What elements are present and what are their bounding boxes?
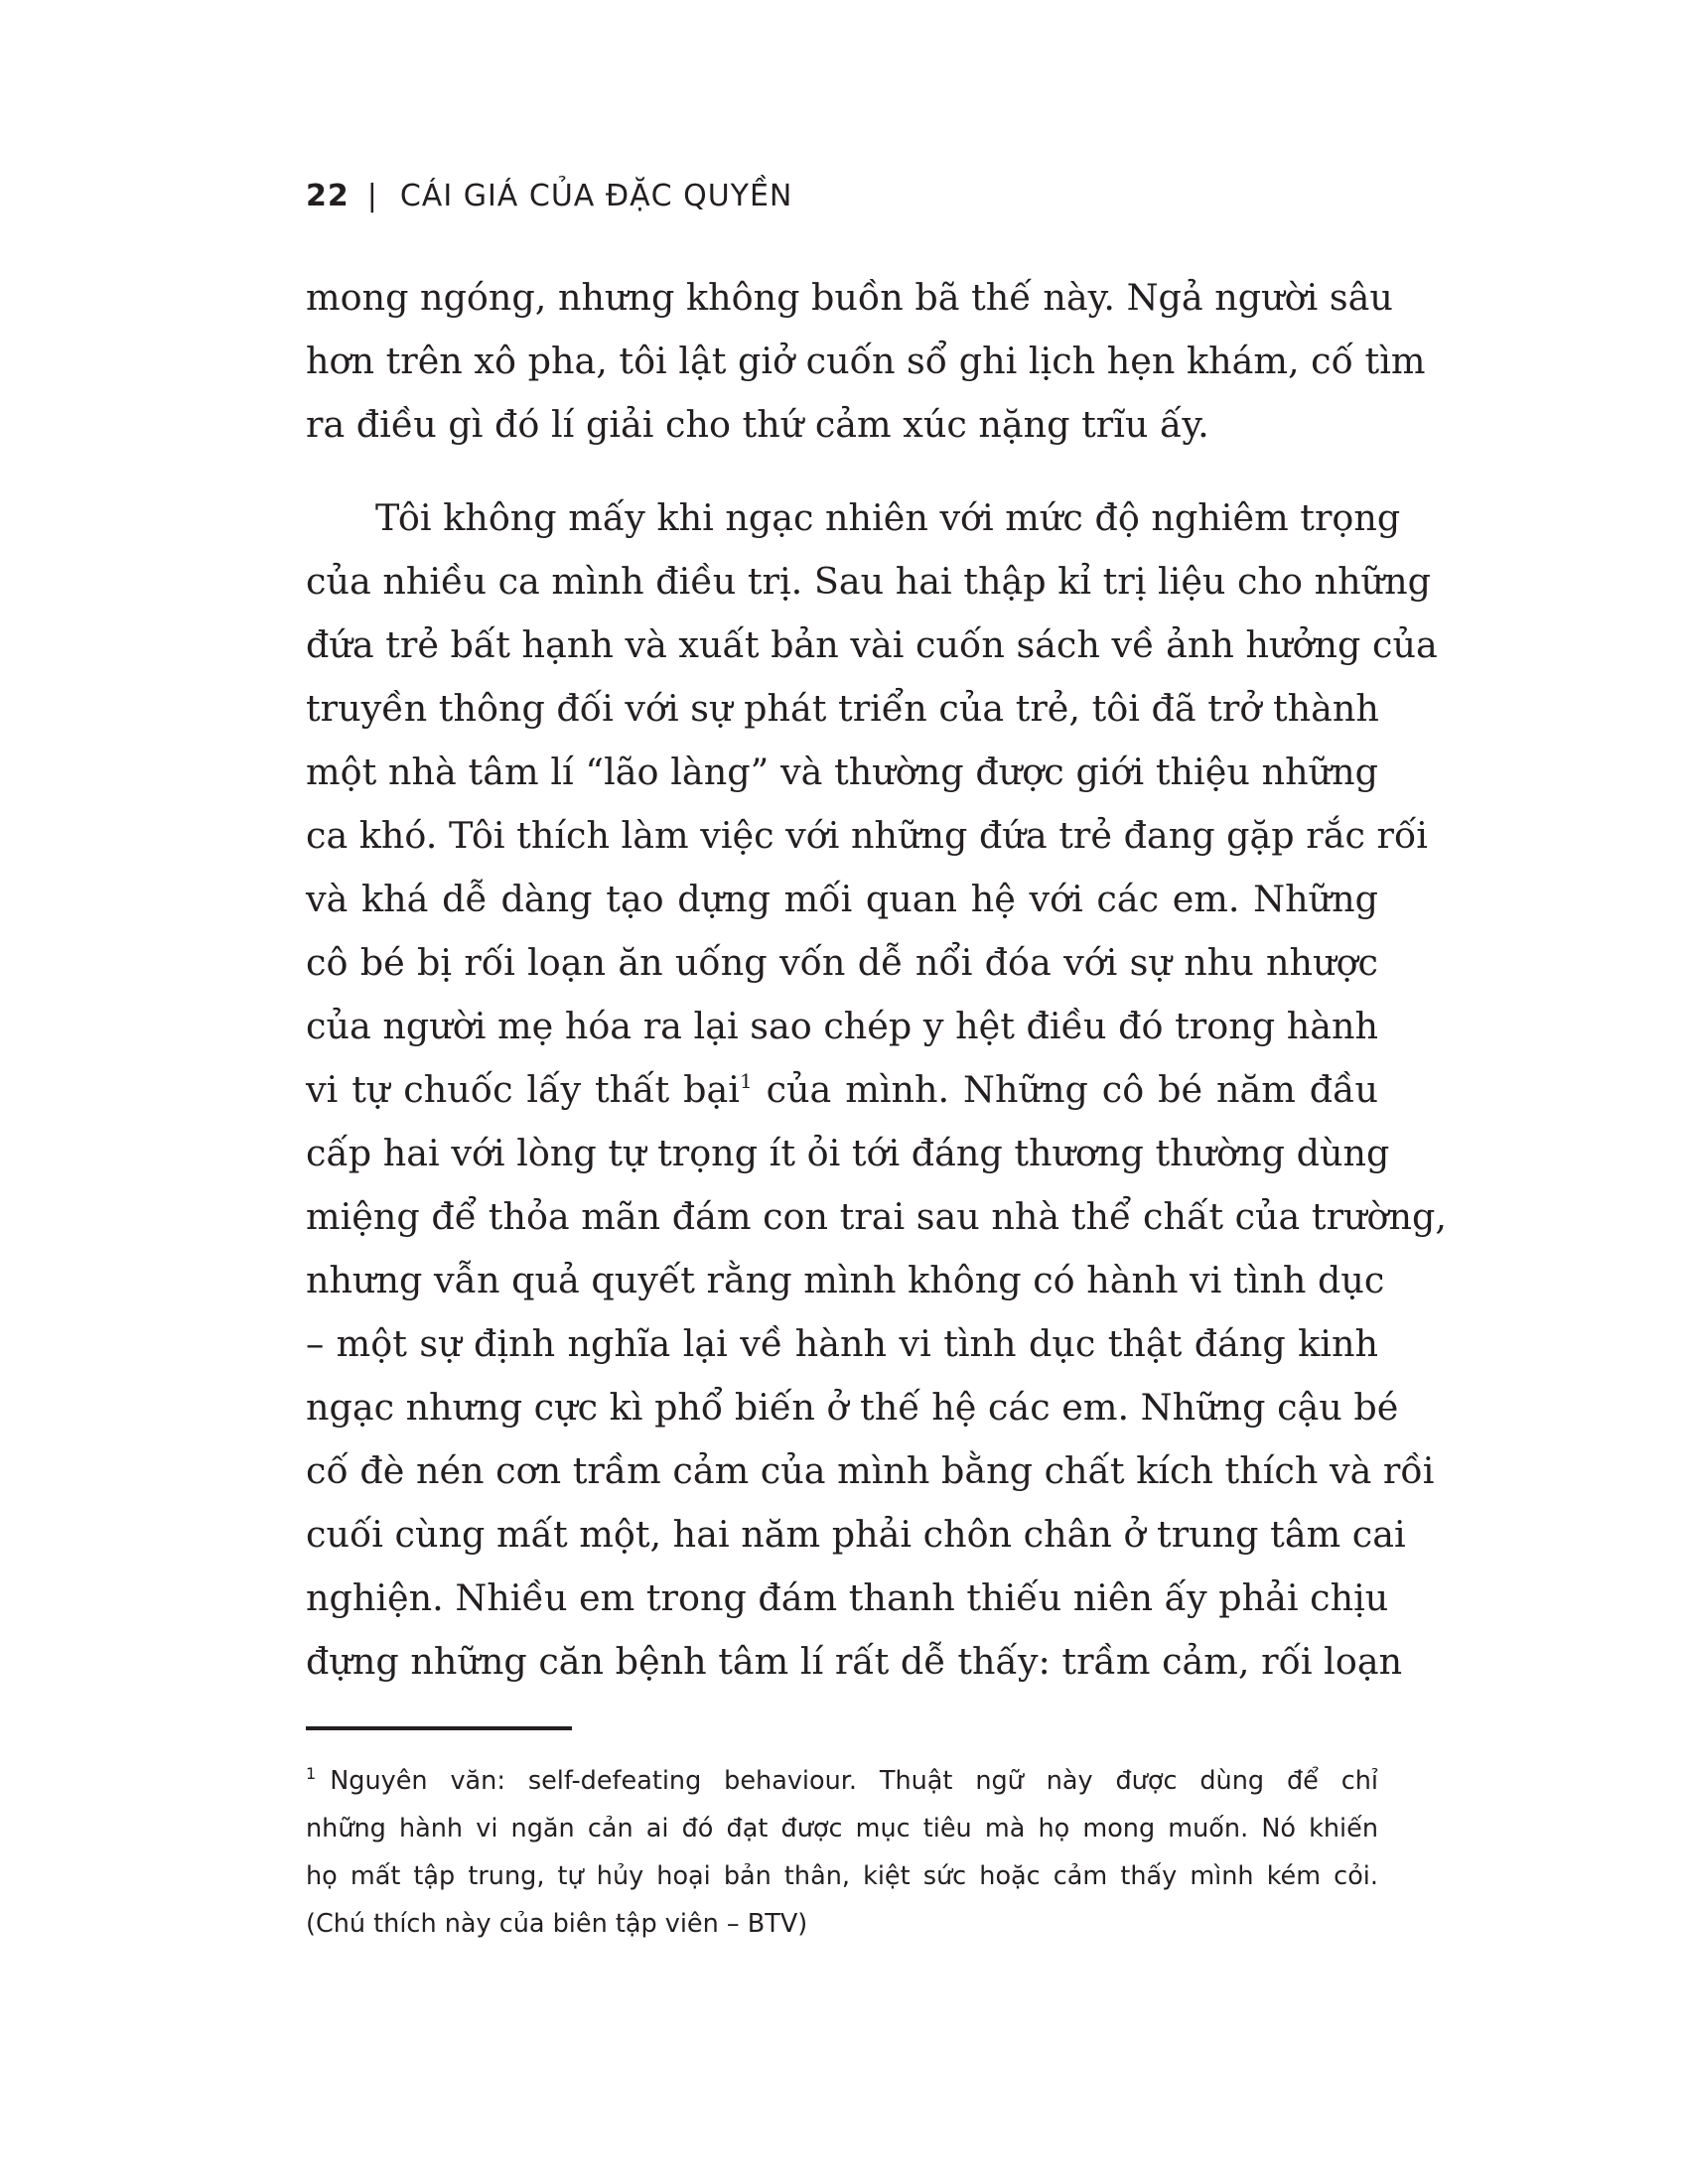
text-line: mong ngóng, nhưng không buồn bã thế này. Ngả người sâu — [306, 276, 1393, 319]
footnote-line: họ mất tập trung, tự hủy hoại bản thân, kiệt sức hoặc cảm thấy mình kém cỏi. — [306, 1861, 1378, 1891]
text-line: cấp hai với lòng tự trọng ít ỏi tới đáng thương thường dùng — [306, 1132, 1390, 1174]
footnote-line: những hành vi ngăn cản ai đó đạt được mục tiêu mà họ mong muốn. Nó khiến — [306, 1814, 1378, 1843]
text-segment: của mình. Những cô bé năm đầu — [752, 1068, 1378, 1111]
text-line: của nhiều ca mình điều trị. Sau hai thập kỉ trị liệu cho những — [306, 560, 1431, 603]
text-line: và khá dễ dàng tạo dựng mối quan hệ với các em. Những — [306, 878, 1378, 920]
footnote-line — [306, 1757, 1378, 1805]
text-line: cuối cùng mất một, hai năm phải chôn chân ở trung tâm cai — [306, 1513, 1406, 1556]
footnote-marker: 1 — [306, 1764, 317, 1783]
book-title: CÁI GIÁ CỦA ĐẶC QUYỀN — [399, 179, 793, 213]
text-line: nhưng vẫn quả quyết rằng mình không có hành vi tình dục — [306, 1259, 1385, 1301]
footnote-text: Nguyên văn: self-defeating behaviour. Thuật ngữ này được dùng để chỉ — [330, 1766, 1378, 1796]
text-line: cố đè nén cơn trầm cảm của mình bằng chất kích thích và rồi — [306, 1449, 1435, 1492]
text-line-with-footnote — [306, 1058, 1378, 1122]
text-line: – một sự định nghĩa lại về hành vi tình dục thật đáng kinh — [306, 1322, 1378, 1365]
footnote-line: (Chú thích này của biên tập viên – BTV) — [306, 1909, 808, 1939]
text-line: hơn trên xô pha, tôi lật giở cuốn sổ ghi lịch hẹn khám, cố tìm — [306, 340, 1426, 382]
footnote — [306, 1757, 1378, 1948]
text-line: của người mẹ hóa ra lại sao chép y hệt điều đó trong hành — [306, 1005, 1378, 1047]
header-separator: | — [366, 179, 378, 213]
text-segment: vi tự chuốc lấy thất bại — [306, 1068, 740, 1111]
text-line: một nhà tâm lí “lão làng” và thường được giới thiệu những — [306, 751, 1378, 793]
text-line: nghiện. Nhiều em trong đám thanh thiếu niên ấy phải chịu — [306, 1576, 1389, 1619]
running-header — [306, 175, 792, 218]
page-number: 22 — [306, 179, 350, 213]
text-line: ca khó. Tôi thích làm việc với những đứa trẻ đang gặp rắc rối — [306, 814, 1428, 857]
text-line: miệng để thỏa mãn đám con trai sau nhà thể chất của trường, — [306, 1195, 1447, 1238]
body-text — [306, 266, 1447, 1694]
text-line: cô bé bị rối loạn ăn uống vốn dễ nổi đóa với sự nhu nhược — [306, 941, 1378, 984]
text-line: truyền thông đối với sự phát triển của trẻ, tôi đã trở thành — [306, 687, 1379, 730]
text-line: đựng những căn bệnh tâm lí rất dễ thấy: trầm cảm, rối loạn — [306, 1640, 1403, 1683]
paragraph-1 — [306, 266, 1426, 457]
paragraph-2 — [306, 486, 1447, 1694]
text-line: Tôi không mấy khi ngạc nhiên với mức độ nghiêm trọng — [375, 496, 1401, 539]
footnote-divider — [306, 1726, 572, 1730]
paragraph-spacing — [306, 457, 1378, 486]
text-line: đứa trẻ bất hạnh và xuất bản vài cuốn sách về ảnh hưởng của — [306, 623, 1438, 666]
text-line: ngạc nhưng cực kì phổ biến ở thế hệ các em. Những cậu bé — [306, 1386, 1399, 1429]
text-line: ra điều gì đó lí giải cho thứ cảm xúc nặng trĩu ấy. — [306, 403, 1209, 446]
footnote-reference[interactable]: 1 — [739, 1069, 753, 1093]
